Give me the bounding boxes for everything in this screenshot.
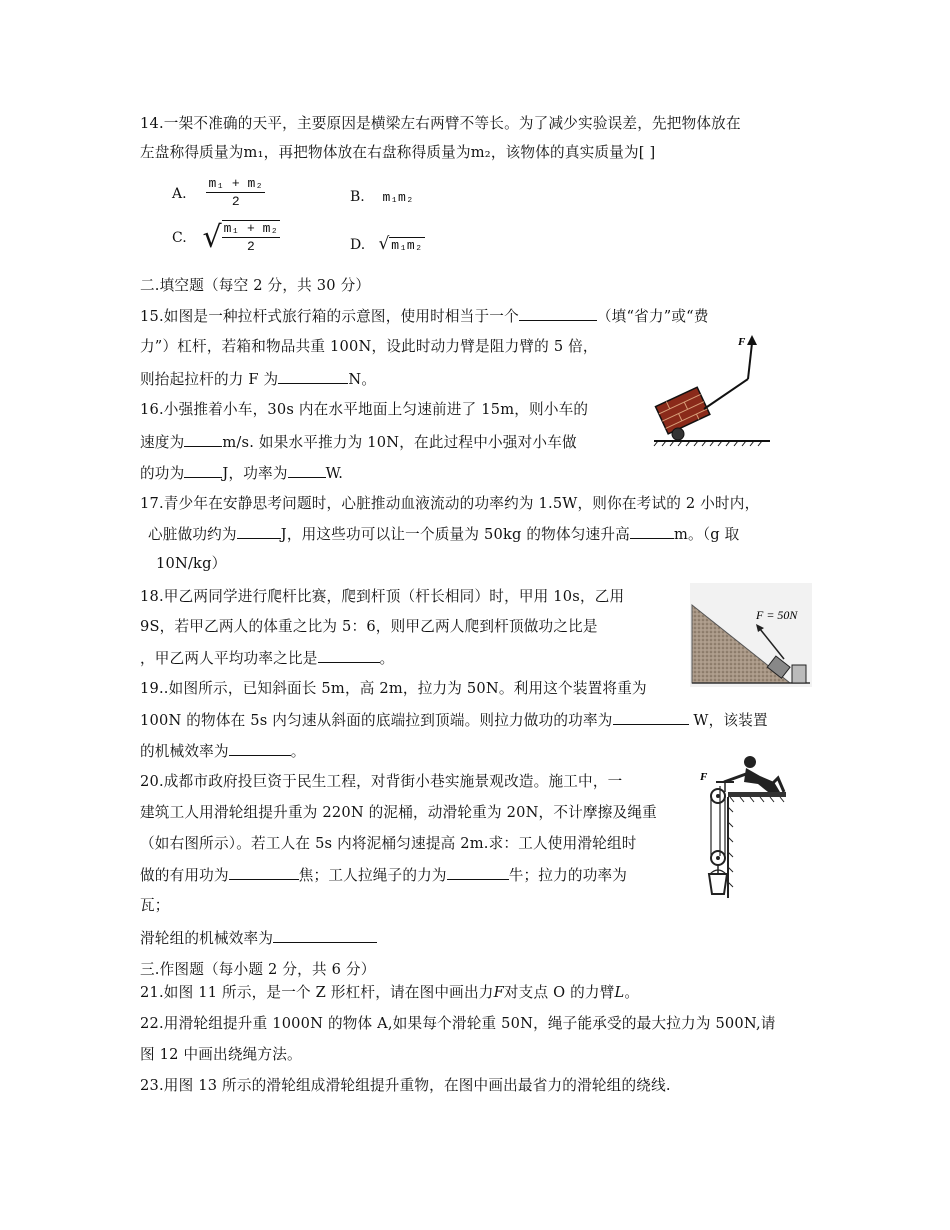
pulley-worker-figure	[698, 752, 788, 900]
q14-line1: 14.一架不准确的天平，主要原因是横梁左右两臂不等长。为了减少实验误差，先把物体放在	[140, 115, 741, 132]
q17-blank-1[interactable]	[237, 524, 281, 539]
q19-blank-1[interactable]	[613, 710, 689, 725]
q20-blank-1[interactable]	[229, 865, 299, 880]
q17-line3: 10N/kg）	[156, 555, 227, 572]
q17-line2	[148, 524, 739, 545]
q20-text-d: 滑轮组的机械效率为	[140, 930, 274, 947]
q15-blank-2[interactable]	[278, 369, 348, 384]
q15-line3	[140, 369, 376, 390]
option-d-expr: m₁m₂	[391, 238, 423, 253]
q16-text-d: J，功率为	[222, 465, 288, 482]
section-3-heading: 三.作图题（每小题 2 分，共 6 分）	[140, 961, 376, 978]
option-b	[350, 189, 414, 205]
q17-text-b: J，用这些功可以让一个质量为 50kg 的物体匀速升高	[280, 526, 630, 543]
section-2-heading: 二.填空题（每空 2 分，共 30 分）	[140, 277, 371, 294]
q15-text-d: N。	[348, 371, 377, 388]
option-a	[172, 176, 265, 211]
sqrt-icon: √	[202, 220, 222, 255]
suitcase-lever-figure	[652, 333, 772, 448]
q19-text-a: 100N 的物体在 5s 内匀速从斜面的底端拉到顶端。则拉力做功的功率为	[140, 712, 613, 729]
option-a-numerator: m₁ + m₂	[208, 176, 264, 191]
q20-line1: 20.成都市政府投巨资于民生工程，对背街小巷实施景观改造。施工中，一	[140, 773, 623, 790]
q21-var-f: F	[493, 984, 504, 1001]
q20-blank-3[interactable]	[273, 928, 377, 943]
q19-line2	[140, 710, 768, 731]
q15-line1	[140, 306, 709, 327]
q15-text-a: 15.如图是一种拉杆式旅行箱的示意图，使用时相当于一个	[140, 308, 519, 325]
option-a-denominator: 2	[231, 194, 240, 209]
q19-line1: 19..如图所示，已知斜面长 5m，高 2m，拉力为 50N。利用这个装置将重为	[140, 680, 647, 697]
q21-text-a: 21.如图 11 所示，是一个 Z 形杠杆，请在图中画出力	[140, 984, 494, 1001]
option-a-label: A.	[172, 185, 187, 202]
q16-text-b: m/s. 如果水平推力为 10N，在此过程中小强对小车做	[222, 434, 577, 451]
q20-line4	[140, 865, 627, 886]
suitcase-force-label: F	[738, 336, 746, 348]
option-c-numerator: m₁ + m₂	[223, 221, 279, 236]
q15-blank-1[interactable]	[519, 306, 597, 321]
q19-text-b: W，该装置	[688, 712, 768, 729]
q20-text-b: 焦；工人拉绳子的力为	[298, 867, 447, 884]
q21-text-c: 。	[624, 984, 640, 1001]
q15-text-b: （填“省力”或“费	[596, 308, 709, 325]
sqrt-icon: √	[378, 234, 390, 254]
option-c	[172, 220, 280, 256]
q16-blank-3[interactable]	[288, 463, 326, 478]
q18-text-b: 。	[379, 650, 395, 667]
q21-line	[140, 983, 639, 1003]
q15-line2: 力”）杠杆，若箱和物品共重 100N，设此时动力臂是阻力臂的 5 倍，	[140, 338, 598, 355]
q19-line3	[140, 741, 306, 762]
q20-text-a: 做的有用功为	[140, 867, 229, 884]
q15-text-c: 则抬起拉杆的力 F 为	[140, 371, 279, 388]
option-d	[350, 234, 425, 254]
q21-var-l: L	[614, 984, 625, 1001]
q20-line5: 瓦；	[140, 897, 170, 914]
q19-text-c: 的机械效率为	[140, 743, 229, 760]
q16-text-e: W.	[325, 465, 344, 482]
q20-text-c: 牛；拉力的功率为	[508, 867, 628, 884]
q17-text-c: m。（g 取	[673, 526, 740, 543]
q17-blank-2[interactable]	[630, 524, 674, 539]
q16-line1: 16.小强推着小车，30s 内在水平地面上匀速前进了 15m，则小车的	[140, 401, 589, 418]
option-c-label: C.	[172, 230, 187, 246]
q22-line2: 图 12 中画出绕绳方法。	[140, 1046, 302, 1063]
q23-line: 23.用图 13 所示的滑轮组成滑轮组提升重物，在图中画出最省力的滑轮组的绕线.	[140, 1077, 671, 1094]
q18-line2: 9S，若甲乙两人的体重之比为 5：6，则甲乙两人爬到杆顶做功之比是	[140, 618, 598, 635]
q19-text-d: 。	[290, 743, 306, 760]
q16-blank-2[interactable]	[184, 463, 222, 478]
q20-line3: （如右图所示）。若工人在 5s 内将泥桶匀速提高 2m.求：工人使用滑轮组时	[140, 835, 637, 852]
q19-blank-2[interactable]	[229, 741, 291, 756]
q18-line3	[140, 648, 394, 669]
option-b-expr: m₁m₂	[382, 190, 414, 205]
q18-text-a: ，甲乙两人平均功率之比是	[140, 650, 318, 667]
q18-blank-1[interactable]	[318, 648, 380, 663]
option-c-fraction	[222, 220, 281, 256]
q16-blank-1[interactable]	[184, 432, 222, 447]
q17-text-a: 心脏做功约为	[148, 526, 237, 543]
q18-line1: 18.甲乙两同学进行爬杆比赛，爬到杆顶（杆长相同）时，甲用 10s，乙用	[140, 588, 625, 605]
q17-line1: 17.青少年在安静思考问题时，心脏推动血液流动的功率约为 1.5W，则你在考试的 2 小时内，	[140, 495, 760, 512]
option-a-fraction	[206, 176, 265, 211]
q16-line3	[140, 463, 343, 484]
q21-text-b: 对支点 O 的力臂	[503, 984, 615, 1001]
q16-text-c: 的功为	[140, 465, 185, 482]
q16-text-a: 速度为	[140, 434, 185, 451]
incline-force-label: F = 50N	[756, 608, 798, 622]
q14-line2: 左盘称得质量为m₁，再把物体放在右盘称得质量为m₂，该物体的真实质量为[ ]	[140, 144, 656, 161]
q22-line1: 22.用滑轮组提升重 1000N 的物体 A,如果每个滑轮重 50N，绳子能承受的最大拉力为 500N,请	[140, 1015, 776, 1032]
option-c-denominator: 2	[246, 239, 255, 254]
option-d-label: D.	[350, 237, 366, 253]
q20-blank-2[interactable]	[447, 865, 509, 880]
q20-line6	[140, 928, 377, 949]
option-b-label: B.	[350, 189, 365, 205]
q16-line2	[140, 432, 577, 453]
q20-line2: 建筑工人用滑轮组提升重为 220N 的泥桶，动滑轮重为 20N，不计摩擦及绳重	[140, 804, 657, 821]
incline-figure	[690, 583, 812, 687]
pulley-force-label: F	[700, 771, 708, 783]
